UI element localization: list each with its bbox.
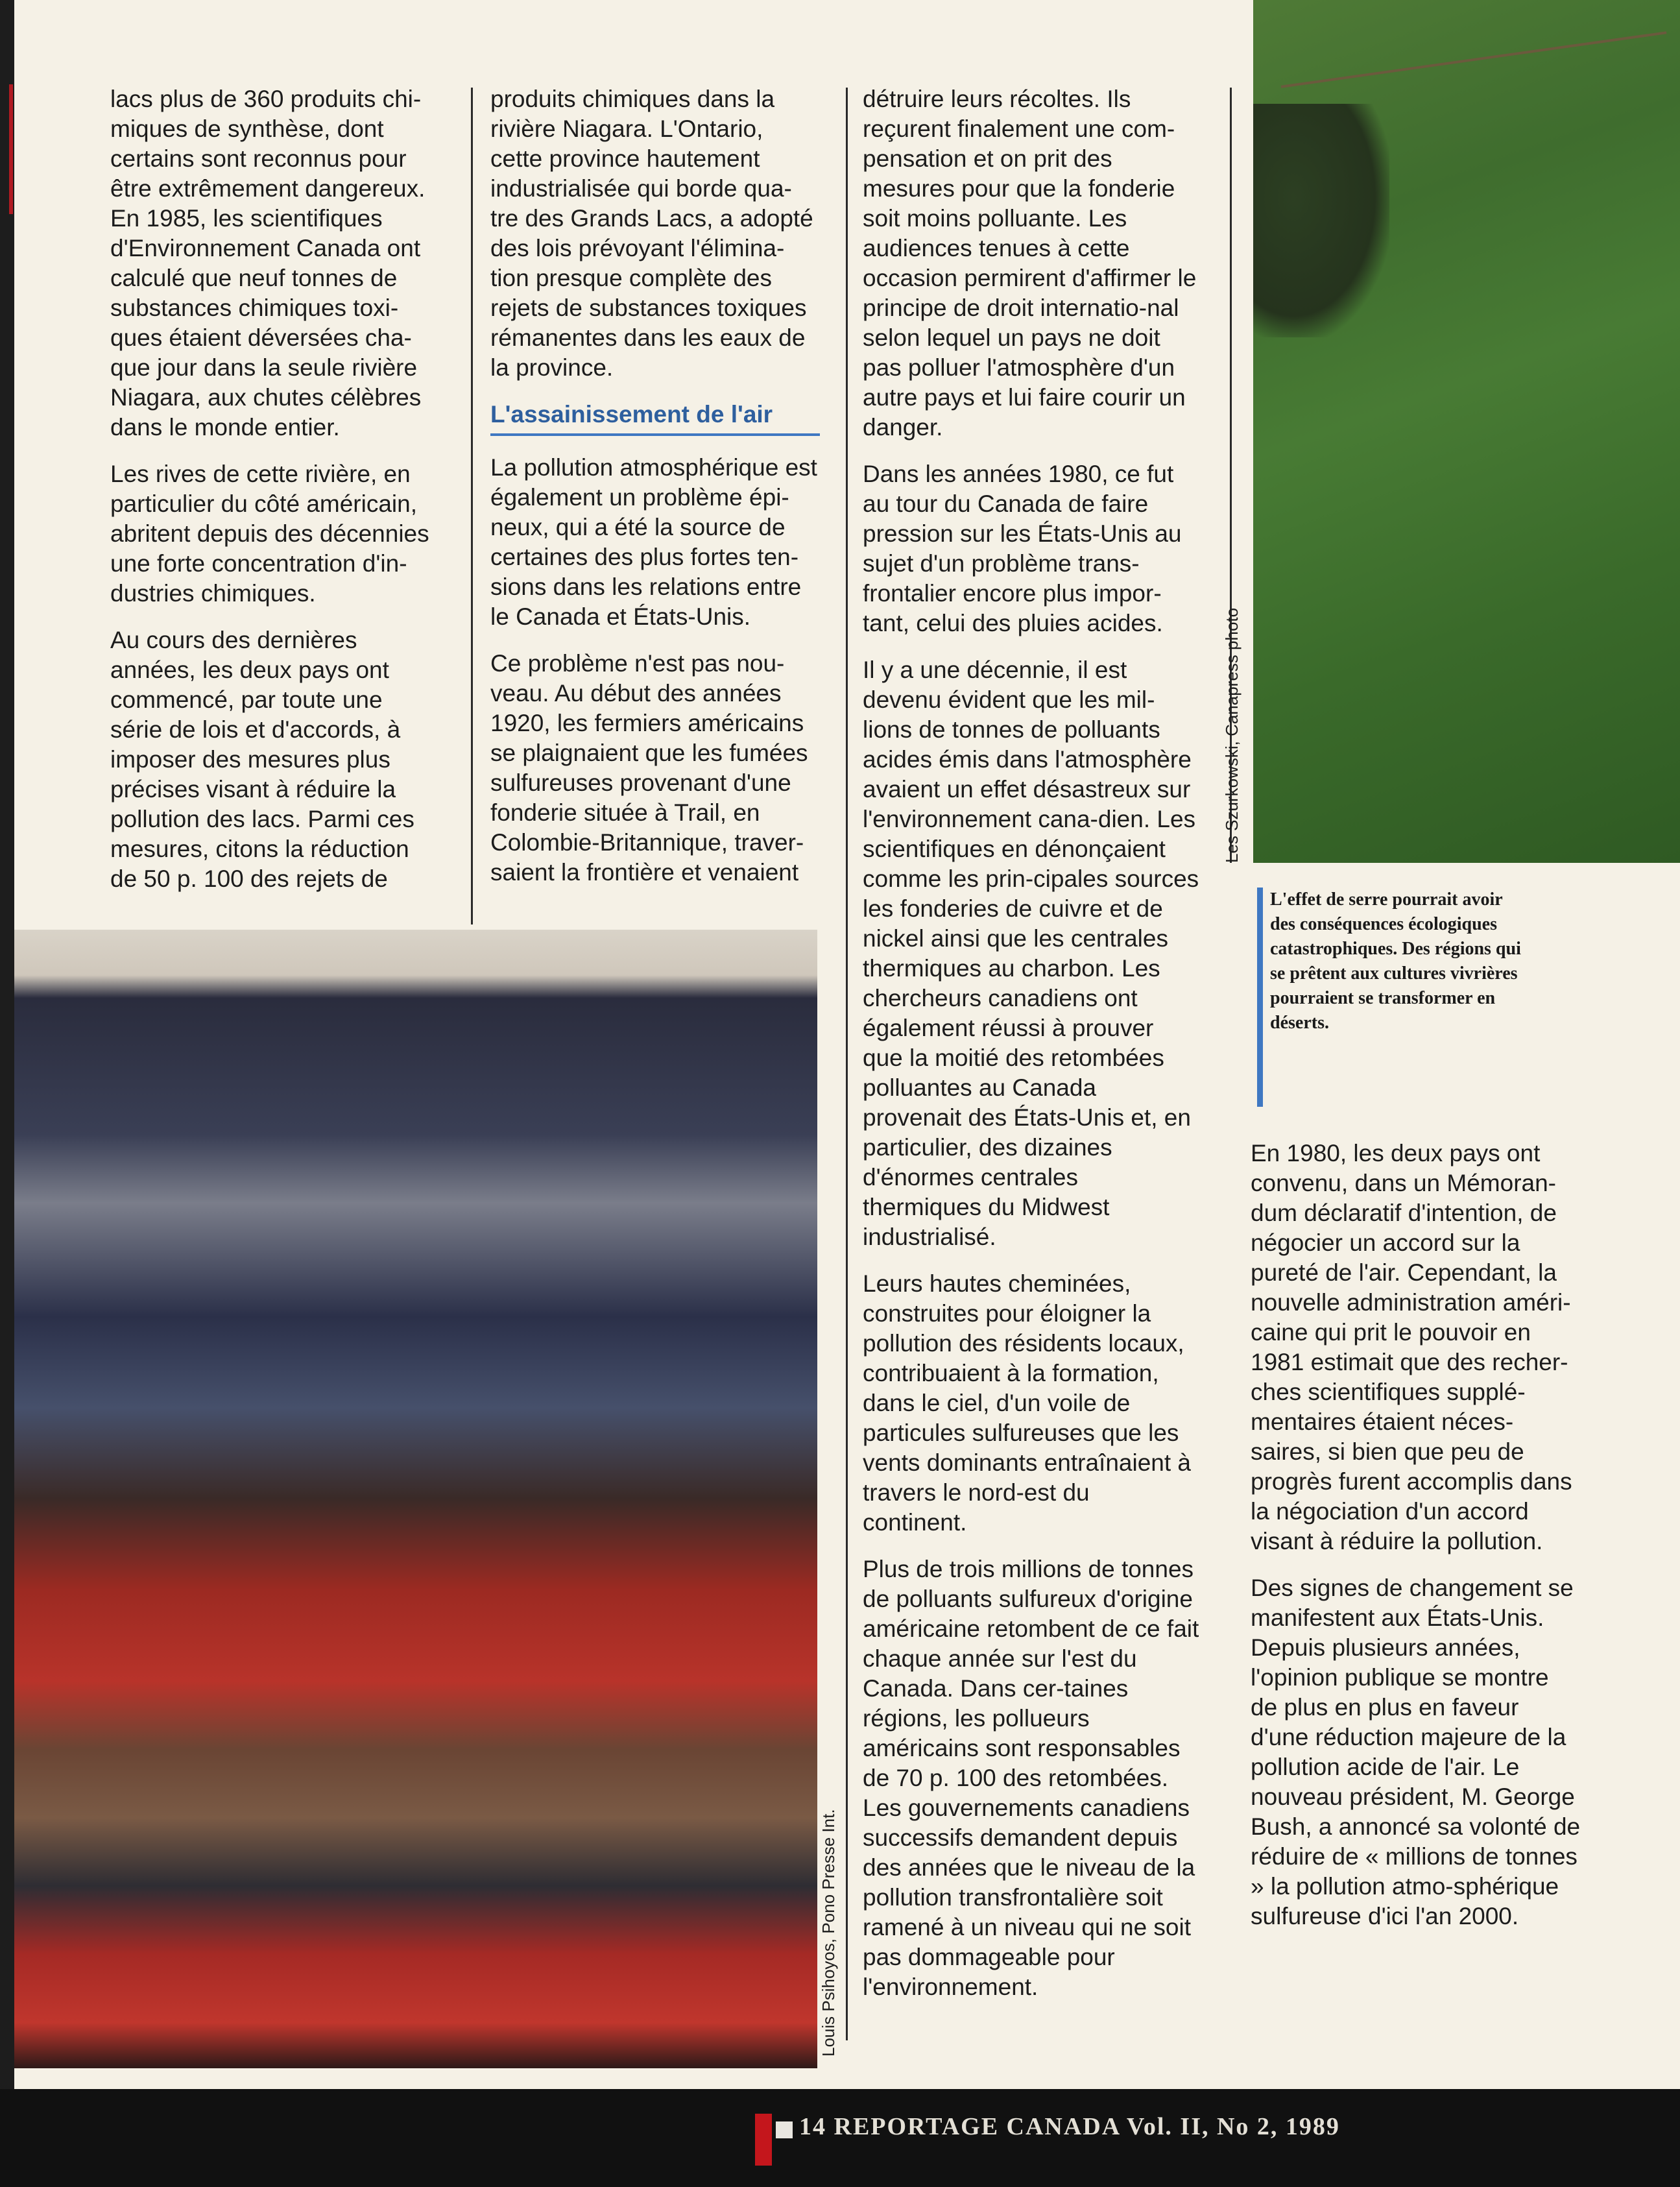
- col1-paragraph: Les rives de cette rivière, en particulier du côté américain, abritent depuis des décennies une forte concentration d'in-dustries chimiques.: [110, 461, 429, 607]
- cars-photo-credit: Louis Psihoyos, Pono Presse Int.: [819, 1809, 838, 2057]
- col2-paragraph: La pollution atmosphérique est également un problème épi-neux, qui a été la source de certaines des plus fortes ten-sions dans les relations entre le Canada et États-Unis.: [490, 454, 817, 630]
- col3-paragraph: Leurs hautes cheminées, construites pour éloigner la pollution des résidents locaux, contribuaient à la formation, dans le ciel, d'un voile de particules sulfureuses que les vents dominants entraînaient à travers le nord-est du continent.: [863, 1270, 1191, 1536]
- tree-line: [1253, 104, 1389, 337]
- col3-paragraph: Plus de trois millions de tonnes de polluants sulfureux d'origine américaine retombent de ce fait chaque année sur l'est du Canada. Dans cer-taines régions, les pollueurs américains sont responsables de 70 p. 100 des retombées. Les gouvernements canadiens successifs demandent depuis des années que le niveau de la pollution transfrontalière soit ramené à un niveau qui ne soit pas dommageable pour l'environnement.: [863, 1556, 1199, 2000]
- field-photo-credit: Les Szurkowski, Canapress photo: [1222, 607, 1242, 863]
- farm-field-photo: [1253, 0, 1680, 863]
- col1-paragraph: lacs plus de 360 produits chi-miques de synthèse, dont certains sont reconnus pour être extrêmement dangereux. En 1985, les scientifiques d'Environnement Canada ont calculé que neuf tonnes de substances chimiques toxi-ques étaient déversées cha-que jour dans la seule rivière Niagara, aux chutes célèbres dans le monde entier.: [110, 86, 426, 441]
- col3-paragraph: Dans les années 1980, ce fut au tour du Canada de faire pression sur les États-Unis au sujet d'un problème trans-frontalier encore plus impor-tant, celui des pluies acides.: [863, 461, 1182, 636]
- col1-paragraph: Au cours des dernières années, les deux pays ont commencé, par toute une série de lois et d'accords, à imposer des mesures plus précises visant à réduire la pollution des lacs. Parmi ces mesures, citons la réduction de 50 p. 100 des rejets de: [110, 627, 414, 892]
- article-column-3: [863, 84, 1200, 2019]
- crushed-cars-photo: [14, 930, 817, 2068]
- col2-paragraph: Ce problème n'est pas nou-veau. Au début des années 1920, les fermiers américains se plaignaient que les fumées sulfureuses provenant d'une fonderie située à Trail, en Colombie-Britannique, traver-saient la frontière et venaient: [490, 650, 808, 886]
- article-column-1: [110, 84, 441, 911]
- column-rule: [846, 88, 848, 2040]
- article-column-4: [1251, 1139, 1581, 1948]
- footer-square-icon: [776, 2121, 793, 2138]
- photo-caption: L'effet de serre pourrait avoir des conséquences écologiques catastrophiques. Des régions qui se prêtent aux cultures vivrières pourraient se transformer en déserts.: [1270, 889, 1521, 1033]
- col3-paragraph: Il y a une décennie, il est devenu évident que les mil-lions de tonnes de polluants acides émis dans l'atmosphère avaient un effet désastreux sur l'environnement cana-dien. Les scientifiques en dénonçaient comme les prin-cipales sources les fonderies de cuivre et de nickel ainsi que les centrales thermiques au charbon. Les chercheurs canadiens ont également réussi à prouver que la moitié des retombées polluantes au Canada provenait des États-Unis et, en particulier, des dizaines d'énormes centrales thermiques du Midwest industrialisé.: [863, 657, 1199, 1250]
- section-heading: L'assainissement de l'air: [490, 401, 773, 428]
- caption-bar: [1257, 888, 1263, 1107]
- col2-paragraph: produits chimiques dans la rivière Niagara. L'Ontario, cette province hautement industrialisée qui borde qua-tre des Grands Lacs, a adopté des lois prévoyant l'élimina-tion presque complète des rejets de substances toxiques rémanentes dans les eaux de la province.: [490, 86, 813, 381]
- article-column-2: [490, 84, 820, 904]
- col4-paragraph: Des signes de changement se manifestent aux États-Unis. Depuis plusieurs années, l'opinion publique se montre de plus en plus en faveur d'une réduction majeure de la pollution acide de l'air. Le nouveau président, M. George Bush, a annoncé sa volonté de réduire de « millions de tonnes » la pollution atmo-sphérique sulfureuse d'ici l'an 2000.: [1251, 1575, 1581, 1929]
- footer-folio: 14 REPORTAGE CANADA Vol. II, No 2, 1989: [799, 2113, 1340, 2140]
- col3-paragraph: détruire leurs récoltes. Ils reçurent finalement une com-pensation et on prit des mesures pour que la fonderie soit moins polluante. Les audiences tenues à cette occasion permirent d'affirmer le principe de droit internatio-nal selon lequel un pays ne doit pas polluer l'atmosphère d'un autre pays et lui faire courir un danger.: [863, 86, 1197, 441]
- margin-red-mark: [9, 84, 13, 214]
- column-rule: [471, 88, 473, 924]
- scan-edge: [0, 0, 14, 2089]
- section-heading-rule: [490, 433, 820, 436]
- col4-paragraph: En 1980, les deux pays ont convenu, dans un Mémoran-dum déclaratif d'intention, de négocier un accord sur la pureté de l'air. Cependant, la nouvelle administration améri-caine qui prit le pouvoir en 1981 estimait que des recher-ches scientifiques supplé-mentaires étaient néces-saires, si bien que peu de progrès furent accomplis dans la négociation d'un accord visant à réduire la pollution.: [1251, 1140, 1572, 1554]
- footer-red-mark: [755, 2114, 772, 2166]
- fence-line: [1281, 31, 1667, 88]
